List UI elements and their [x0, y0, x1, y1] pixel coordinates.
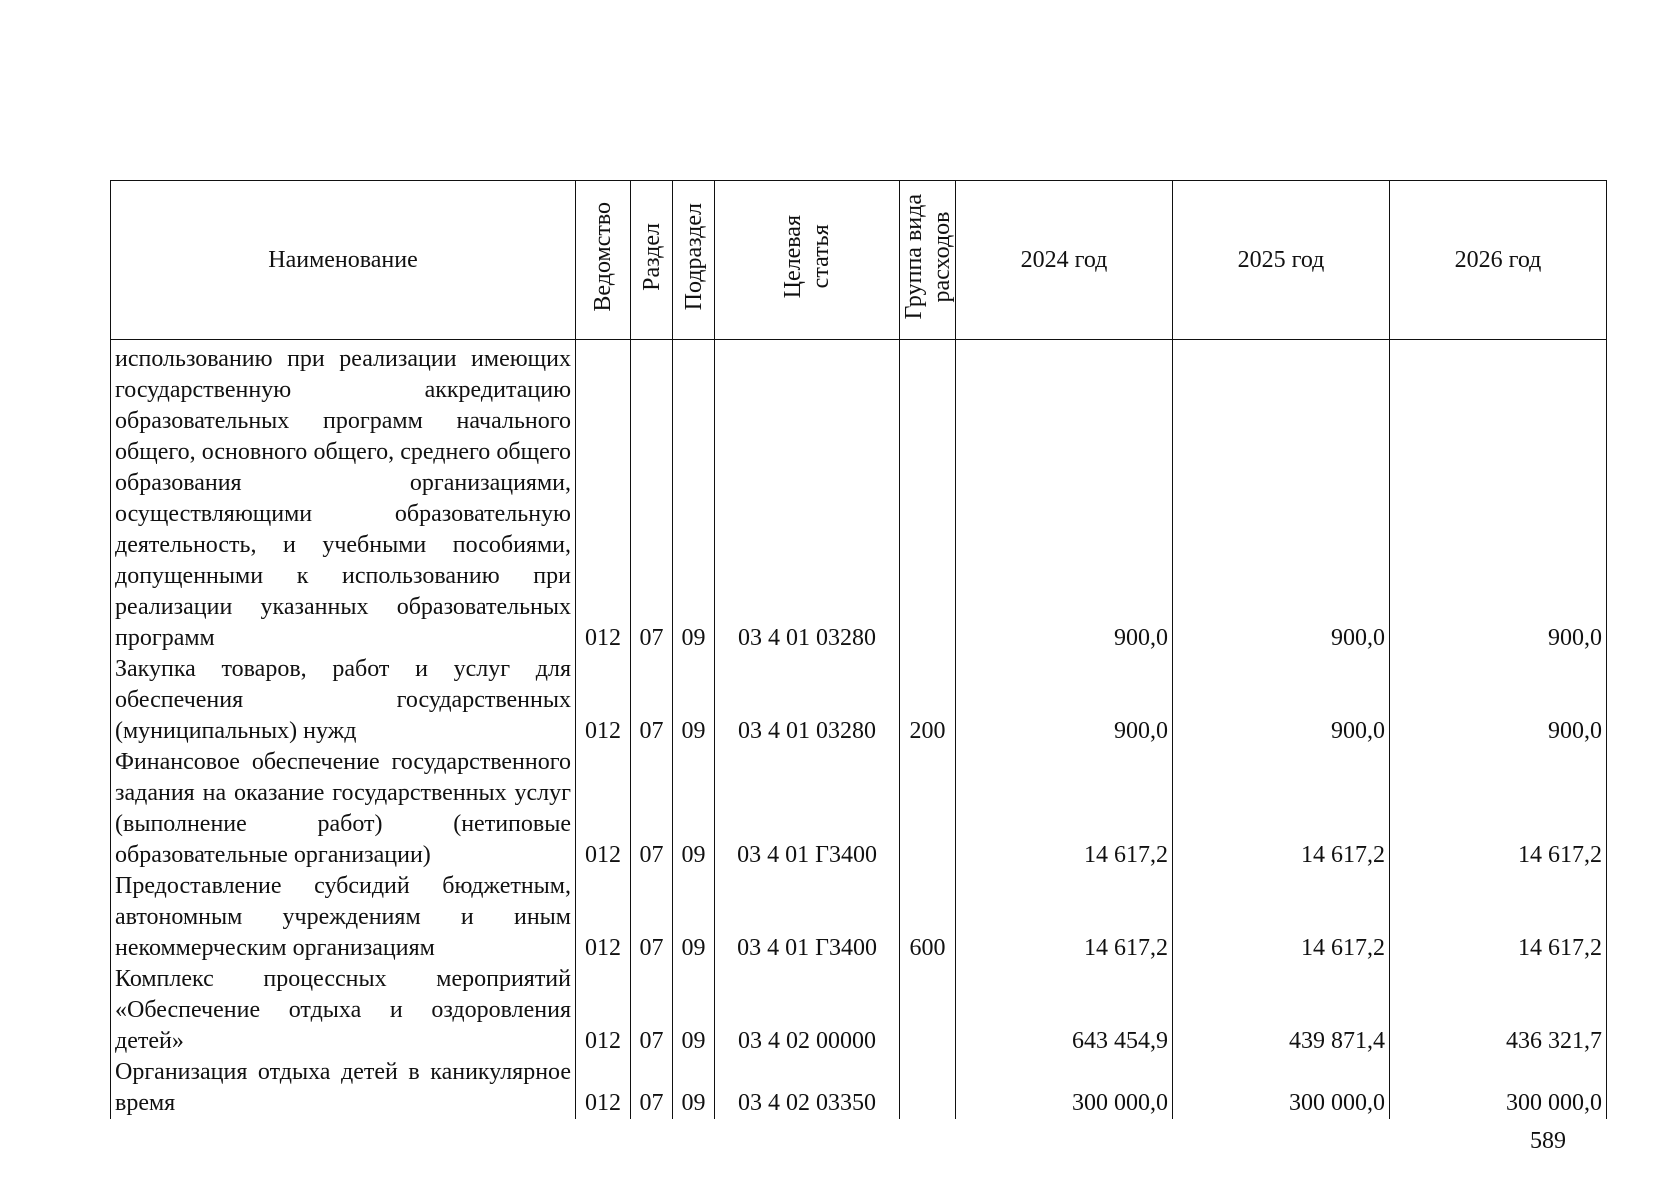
row-2025: 300 000,0 [1173, 1057, 1390, 1119]
row-2026: 14 617,2 [1390, 871, 1607, 964]
row-2024: 300 000,0 [956, 1057, 1173, 1119]
header-2024: 2024 год [956, 181, 1173, 340]
row-podrazdel: 09 [673, 871, 715, 964]
row-name: Финансовое обеспечение государственного задания на оказание государственных услуг (выполнение работ) (нетиповые образовательные организации) [111, 747, 576, 871]
table-header-row [111, 181, 1607, 340]
row-razdel: 07 [631, 654, 673, 747]
row-vedomstvo: 012 [576, 747, 631, 871]
header-vedomstvo: Ведомство [576, 181, 631, 340]
header-name: Наименование [111, 181, 576, 340]
row-celevaya-statya: 03 4 01 Г3400 [715, 871, 900, 964]
table-row [111, 871, 1607, 964]
row-gruppa: 200 [900, 654, 956, 747]
row-celevaya-statya: 03 4 01 03280 [715, 654, 900, 747]
row-gruppa [900, 964, 956, 1057]
row-2026: 436 321,7 [1390, 964, 1607, 1057]
row-2026: 300 000,0 [1390, 1057, 1607, 1119]
row-2024: 900,0 [956, 340, 1173, 655]
row-2025: 900,0 [1173, 654, 1390, 747]
budget-table [110, 180, 1607, 1119]
row-2024: 14 617,2 [956, 747, 1173, 871]
row-2024: 643 454,9 [956, 964, 1173, 1057]
header-razdel: Раздел [631, 181, 673, 340]
row-celevaya-statya: 03 4 02 00000 [715, 964, 900, 1057]
table-row [111, 654, 1607, 747]
row-razdel: 07 [631, 340, 673, 655]
row-razdel: 07 [631, 871, 673, 964]
row-vedomstvo: 012 [576, 964, 631, 1057]
row-2025: 14 617,2 [1173, 871, 1390, 964]
row-gruppa: 600 [900, 871, 956, 964]
table-row [111, 964, 1607, 1057]
row-gruppa [900, 1057, 956, 1119]
row-2026: 900,0 [1390, 340, 1607, 655]
row-vedomstvo: 012 [576, 340, 631, 655]
header-gruppa-vida-rashodov: Группа вида расходов [900, 181, 956, 340]
row-2025: 14 617,2 [1173, 747, 1390, 871]
row-celevaya-statya: 03 4 01 Г3400 [715, 747, 900, 871]
row-gruppa [900, 340, 956, 655]
header-podrazdel: Подраздел [673, 181, 715, 340]
row-2026: 14 617,2 [1390, 747, 1607, 871]
row-2025: 439 871,4 [1173, 964, 1390, 1057]
row-celevaya-statya: 03 4 02 03350 [715, 1057, 900, 1119]
row-vedomstvo: 012 [576, 871, 631, 964]
row-2024: 14 617,2 [956, 871, 1173, 964]
row-name: Закупка товаров, работ и услуг для обеспечения государственных (муниципальных) нужд [111, 654, 576, 747]
table-row [111, 747, 1607, 871]
row-celevaya-statya: 03 4 01 03280 [715, 340, 900, 655]
table-row [111, 340, 1607, 655]
row-podrazdel: 09 [673, 964, 715, 1057]
row-podrazdel: 09 [673, 654, 715, 747]
header-celevaya-statya: Целевая статья [715, 181, 900, 340]
header-2026: 2026 год [1390, 181, 1607, 340]
row-podrazdel: 09 [673, 1057, 715, 1119]
row-gruppa [900, 747, 956, 871]
row-podrazdel: 09 [673, 747, 715, 871]
row-razdel: 07 [631, 964, 673, 1057]
row-vedomstvo: 012 [576, 1057, 631, 1119]
row-razdel: 07 [631, 1057, 673, 1119]
row-2025: 900,0 [1173, 340, 1390, 655]
row-2026: 900,0 [1390, 654, 1607, 747]
row-razdel: 07 [631, 747, 673, 871]
row-2024: 900,0 [956, 654, 1173, 747]
header-2025: 2025 год [1173, 181, 1390, 340]
row-vedomstvo: 012 [576, 654, 631, 747]
table-row [111, 1057, 1607, 1119]
row-name: Организация отдыха детей в каникулярное время [111, 1057, 576, 1119]
row-podrazdel: 09 [673, 340, 715, 655]
page-number: 589 [1530, 1128, 1566, 1154]
row-name: Комплекс процессных мероприятий «Обеспечение отдыха и оздоровления детей» [111, 964, 576, 1057]
row-name: использованию при реализации имеющих государственную аккредитацию образовательных программ начального общего, основного общего, среднего общего образования организациями, осуществляющими образовательную деятельность, и учебными пособиями, допущенными к использованию при реализации указанных образовательных программ [111, 340, 576, 655]
row-name: Предоставление субсидий бюджетным, автономным учреждениям и иным некоммерческим организациям [111, 871, 576, 964]
